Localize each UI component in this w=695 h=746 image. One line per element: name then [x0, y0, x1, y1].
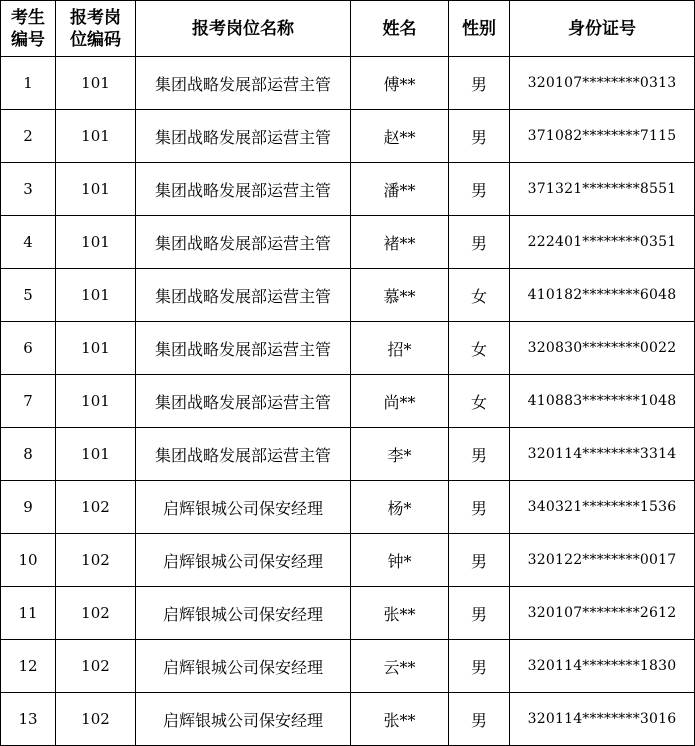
header-candidate-no — [1, 1, 56, 57]
cell-position-name: 集团战略发展部运营主管 — [136, 57, 351, 110]
cell-id-number: 410883********1048 — [510, 375, 695, 428]
cell-position-name: 启辉银城公司保安经理 — [136, 587, 351, 640]
cell-position-name: 集团战略发展部运营主管 — [136, 163, 351, 216]
cell-name: 褚** — [351, 216, 449, 269]
cell-position-name: 启辉银城公司保安经理 — [136, 534, 351, 587]
cell-position-code: 102 — [56, 587, 136, 640]
cell-id-number: 371321********8551 — [510, 163, 695, 216]
cell-name: 潘** — [351, 163, 449, 216]
header-line: 编号 — [11, 29, 45, 50]
cell-id-number: 410182********6048 — [510, 269, 695, 322]
cell-gender: 女 — [449, 322, 510, 375]
cell-name: 李* — [351, 428, 449, 481]
header-id-number: 身份证号 — [510, 1, 695, 57]
cell-gender: 男 — [449, 110, 510, 163]
cell-gender: 女 — [449, 375, 510, 428]
cell-name: 钟* — [351, 534, 449, 587]
cell-position-name: 集团战略发展部运营主管 — [136, 375, 351, 428]
cell-position-code: 102 — [56, 534, 136, 587]
table-row — [1, 216, 695, 269]
cell-name: 云** — [351, 640, 449, 693]
cell-position-code: 102 — [56, 481, 136, 534]
cell-position-name: 集团战略发展部运营主管 — [136, 269, 351, 322]
cell-candidate-no: 2 — [1, 110, 56, 163]
table-row — [1, 57, 695, 110]
cell-name: 尚** — [351, 375, 449, 428]
cell-position-code: 101 — [56, 269, 136, 322]
table-header — [1, 1, 695, 57]
cell-candidate-no: 3 — [1, 163, 56, 216]
table-row — [1, 322, 695, 375]
cell-candidate-no: 13 — [1, 693, 56, 746]
header-name: 姓名 — [351, 1, 449, 57]
cell-candidate-no: 10 — [1, 534, 56, 587]
cell-gender: 男 — [449, 428, 510, 481]
table-row — [1, 693, 695, 746]
table-row — [1, 587, 695, 640]
cell-id-number: 320114********3314 — [510, 428, 695, 481]
cell-gender: 男 — [449, 534, 510, 587]
cell-candidate-no: 12 — [1, 640, 56, 693]
header-position-name: 报考岗位名称 — [136, 1, 351, 57]
cell-candidate-no: 5 — [1, 269, 56, 322]
cell-id-number: 320122********0017 — [510, 534, 695, 587]
cell-candidate-no: 9 — [1, 481, 56, 534]
cell-gender: 男 — [449, 57, 510, 110]
table-row — [1, 481, 695, 534]
cell-id-number: 320830********0022 — [510, 322, 695, 375]
cell-name: 慕** — [351, 269, 449, 322]
cell-position-code: 101 — [56, 428, 136, 481]
cell-id-number: 320107********2612 — [510, 587, 695, 640]
cell-gender: 男 — [449, 640, 510, 693]
cell-name: 张** — [351, 693, 449, 746]
header-line: 考生 — [11, 7, 45, 28]
table-row — [1, 375, 695, 428]
cell-position-code: 101 — [56, 110, 136, 163]
cell-name: 赵** — [351, 110, 449, 163]
table-row — [1, 269, 695, 322]
table-body — [1, 57, 695, 746]
cell-gender: 男 — [449, 587, 510, 640]
cell-position-name: 启辉银城公司保安经理 — [136, 693, 351, 746]
header-position-code — [56, 1, 136, 57]
cell-candidate-no: 11 — [1, 587, 56, 640]
cell-gender: 男 — [449, 216, 510, 269]
cell-position-code: 101 — [56, 163, 136, 216]
cell-id-number: 320107********0313 — [510, 57, 695, 110]
cell-gender: 男 — [449, 481, 510, 534]
cell-id-number: 371082********7115 — [510, 110, 695, 163]
cell-position-code: 101 — [56, 322, 136, 375]
cell-candidate-no: 6 — [1, 322, 56, 375]
cell-position-name: 启辉银城公司保安经理 — [136, 481, 351, 534]
cell-position-name: 集团战略发展部运营主管 — [136, 322, 351, 375]
cell-position-code: 101 — [56, 57, 136, 110]
cell-id-number: 340321********1536 — [510, 481, 695, 534]
header-line: 位编码 — [70, 29, 121, 50]
cell-position-code: 101 — [56, 216, 136, 269]
cell-name: 傅** — [351, 57, 449, 110]
cell-id-number: 320114********1830 — [510, 640, 695, 693]
cell-position-code: 102 — [56, 640, 136, 693]
cell-candidate-no: 4 — [1, 216, 56, 269]
cell-name: 杨* — [351, 481, 449, 534]
cell-gender: 男 — [449, 693, 510, 746]
cell-position-name: 集团战略发展部运营主管 — [136, 110, 351, 163]
table-row — [1, 163, 695, 216]
cell-candidate-no: 8 — [1, 428, 56, 481]
cell-position-name: 集团战略发展部运营主管 — [136, 428, 351, 481]
cell-position-name: 集团战略发展部运营主管 — [136, 216, 351, 269]
table-row — [1, 640, 695, 693]
cell-gender: 男 — [449, 163, 510, 216]
cell-candidate-no: 1 — [1, 57, 56, 110]
cell-name: 招* — [351, 322, 449, 375]
cell-position-name: 启辉银城公司保安经理 — [136, 640, 351, 693]
cell-position-code: 102 — [56, 693, 136, 746]
header-line: 报考岗 — [70, 7, 121, 28]
cell-gender: 女 — [449, 269, 510, 322]
table-row — [1, 534, 695, 587]
header-row — [1, 1, 695, 57]
table-row — [1, 428, 695, 481]
table-row — [1, 110, 695, 163]
cell-position-code: 101 — [56, 375, 136, 428]
cell-id-number: 320114********3016 — [510, 693, 695, 746]
header-gender: 性别 — [449, 1, 510, 57]
cell-candidate-no: 7 — [1, 375, 56, 428]
cell-id-number: 222401********0351 — [510, 216, 695, 269]
cell-name: 张** — [351, 587, 449, 640]
